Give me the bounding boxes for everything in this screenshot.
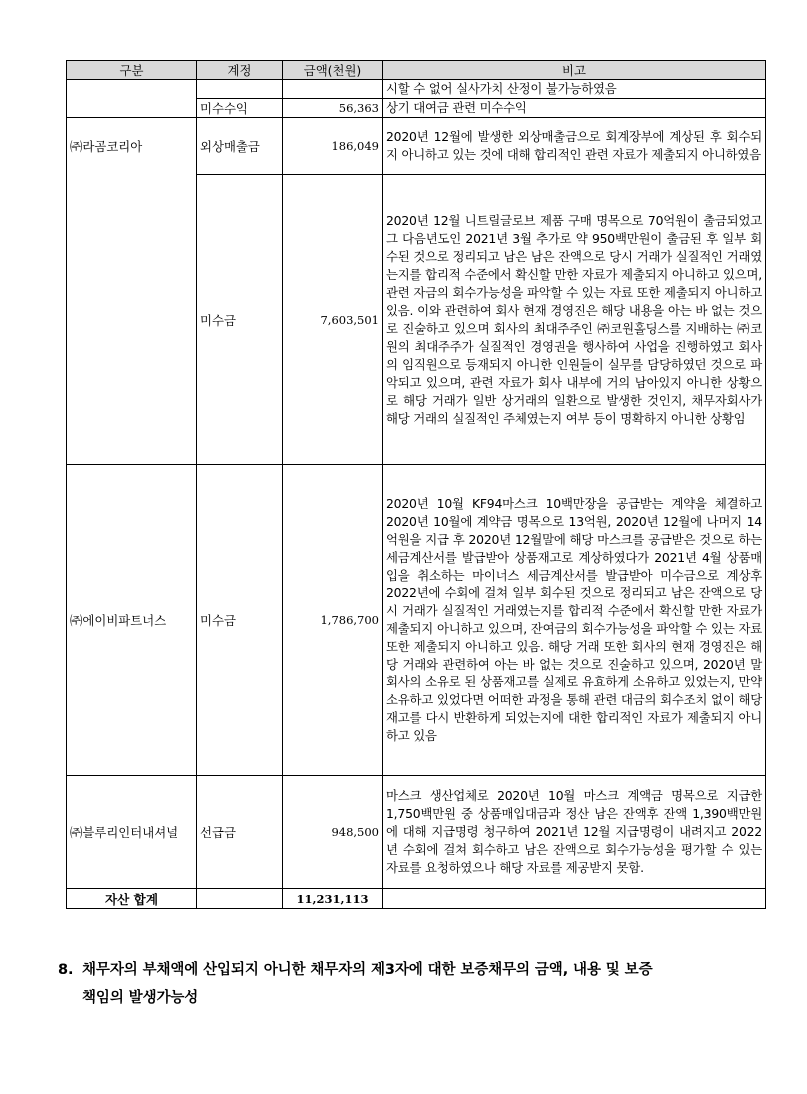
asset-table — [66, 60, 766, 909]
section-title-line1: 채무자의 부채액에 산입되지 아니한 채무자의 제3자에 대한 보증채무의 금액, 내용 및 보증 — [82, 962, 653, 978]
company-cell: ㈜라곰코리아 — [67, 118, 197, 465]
account-cell: 외상매출금 — [197, 118, 283, 175]
table-row — [67, 776, 766, 889]
header-category: 구분 — [67, 61, 197, 80]
note-cell: 상기 대여금 관련 미수수익 — [383, 99, 766, 118]
section-number: 8. — [58, 962, 74, 978]
section-8-heading — [58, 956, 768, 1012]
total-label: 자산 합계 — [67, 889, 197, 909]
amount-cell: 1,786,700 — [283, 465, 383, 776]
account-cell: 미수금 — [197, 465, 283, 776]
account-cell: 미수수익 — [197, 99, 283, 118]
table-row — [67, 118, 766, 175]
amount-cell: 7,603,501 — [283, 175, 383, 465]
section-8-line1 — [58, 956, 768, 984]
amount-cell: 186,049 — [283, 118, 383, 175]
note-cell: 시할 수 없어 실사가치 산정이 불가능하였음 — [383, 80, 766, 99]
account-cell: 선급금 — [197, 776, 283, 889]
table-row — [67, 80, 766, 99]
section-title-line2: 책임의 발생가능성 — [82, 990, 199, 1006]
total-amount: 11,231,113 — [283, 889, 383, 909]
header-note: 비고 — [383, 61, 766, 80]
note-cell: 2020년 12월 니트릴글로브 제품 구매 명목으로 70억원이 출금되었고 그 다음년도인 2021년 3월 추가로 약 950백만원이 출금된 후 일부 회수된 것으로 정리되고 남은 남은 잔액으로 당시 거래가 실질적인 거래였는지를 합리적 수준에서 확신할 만한 자료가 제출되지 아니하고 있으며, 관련 자금의 회수가능성을 파악할 수 있는 자료 또한 제출되지 아니하고 있음. 이와 관련하여 회사 현재 경영진은 해당 내용을 아는 바 없는 것으로 진술하고 있으며 회사의 최대주주인 ㈜코원홀딩스를 지배하는 ㈜코원의 최대주주가 실질적인 경영권을 행사하여 사업을 진행하였고 회사의 임직원으로 등재되지 아니한 인원들이 실무를 담당하였던 것으로 파악되고 있으며, 관련 자료가 회사 내부에 거의 남아있지 아니한 상황으로 해당 거래가 일반 상거래의 일환으로 발생한 것인지, 채무자회사가 해당 거래의 실질적인 주체였는지 여부 등이 명확하지 아니한 상황임 — [383, 175, 766, 465]
account-cell — [197, 80, 283, 99]
note-cell: 2020년 10월 KF94마스크 10백만장을 공급받는 계약을 체결하고 2020년 10월에 계약금 명목으로 13억원, 2020년 12월에 나머지 14억원을 지급 후 2020년 12월말에 해당 마스크를 공급받은 것으로 하는 세금계산서를 발급받아 상품재고로 계상하였다가 2021년 4월 상품매입을 취소하는 마이너스 세금계산서를 발급받아 미수금으로 계상후 2022년에 수회에 걸쳐 일부 회수된 것으로 정리되고 남은 잔액으로 당시 거래가 실질적인 거래였는지를 합리적 수준에서 확신할 만한 자료가 제출되지 아니하고 있으며, 잔여금의 회수가능성을 파악할 수 있는 자료 또한 제출되지 아니하고 있음. 해당 거래 또한 회사의 현재 경영진은 해당 거래와 관련하여 아는 바 없는 것으로 진술하고 있으며, 2020년 말 회사의 소유로 된 상품재고를 실제로 유효하게 소유하고 있었는지, 만약 소유하고 있었다면 어떠한 과정을 통해 관련 대금의 회수조치 없이 해당 재고를 다시 반환하게 되었는지에 대한 합리적인 자료가 제출되지 아니하고 있음 — [383, 465, 766, 776]
header-amount: 금액(천원) — [283, 61, 383, 80]
table-row — [67, 465, 766, 776]
total-note-empty — [383, 889, 766, 909]
company-cell: ㈜블루리인터내셔널 — [67, 776, 197, 889]
note-cell: 마스크 생산업체로 2020년 10월 마스크 계액금 명목으로 지급한 1,750백만원 중 상품매입대금과 정산 남은 잔액후 잔액 1,390백만원에 대해 지급명령 청구하여 2021년 12월 지급명령이 내려지고 2022년 수회에 걸쳐 회수하고 남은 잔액으로 회수가능성을 평가할 수 있는 자료를 요청하였으나 해당 자료를 제공받지 못함. — [383, 776, 766, 889]
amount-cell: 948,500 — [283, 776, 383, 889]
amount-cell — [283, 80, 383, 99]
note-cell: 2020년 12월에 발생한 외상매출금으로 회계장부에 계상된 후 회수되지 아니하고 있는 것에 대해 합리적인 관련 자료가 제출되지 아니하였음 — [383, 118, 766, 175]
amount-cell: 56,363 — [283, 99, 383, 118]
account-cell: 미수금 — [197, 175, 283, 465]
company-cell: ㈜에이비파트너스 — [67, 465, 197, 776]
total-row — [67, 889, 766, 909]
table-header-row — [67, 61, 766, 80]
header-account: 계정 — [197, 61, 283, 80]
total-account-empty — [197, 889, 283, 909]
company-cell — [67, 80, 197, 118]
